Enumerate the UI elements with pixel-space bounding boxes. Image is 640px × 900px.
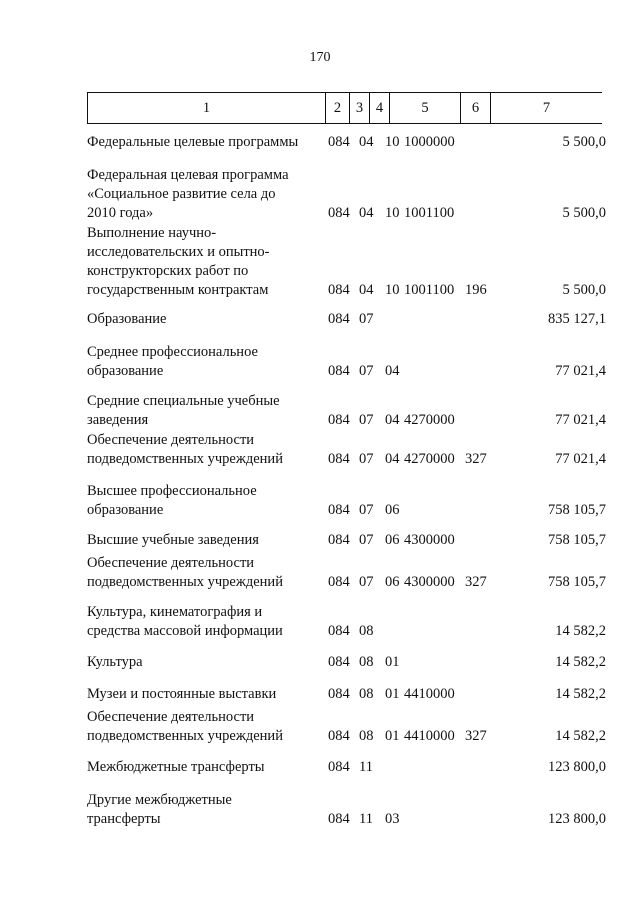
amount: 758 105,7 bbox=[548, 574, 606, 590]
row-name-line: Обеспечение деятельности bbox=[87, 555, 255, 571]
target-code: 4270000 bbox=[404, 412, 455, 428]
section-code: 04 bbox=[359, 282, 374, 298]
row-name-line: подведомственных учреждений bbox=[87, 728, 283, 744]
ministry-code: 084 bbox=[328, 134, 350, 150]
row-name bbox=[87, 708, 325, 746]
row-name-line: образование bbox=[87, 363, 164, 379]
row-name bbox=[87, 343, 325, 381]
ministry-code: 084 bbox=[328, 363, 350, 379]
header-col-6: 6 bbox=[461, 93, 491, 123]
ministry-code: 084 bbox=[328, 532, 350, 548]
section-code: 08 bbox=[359, 728, 374, 744]
section-code: 08 bbox=[359, 654, 374, 670]
amount: 5 500,0 bbox=[562, 205, 606, 221]
row-name-line: Образование bbox=[87, 311, 167, 327]
row-name bbox=[87, 531, 325, 550]
ministry-code: 084 bbox=[328, 623, 350, 639]
section-code: 04 bbox=[359, 134, 374, 150]
section-code: 04 bbox=[359, 205, 374, 221]
section-code: 07 bbox=[359, 412, 374, 428]
table-row bbox=[0, 133, 640, 152]
table-row bbox=[0, 392, 640, 430]
ministry-code: 084 bbox=[328, 686, 350, 702]
target-code: 4300000 bbox=[404, 574, 455, 590]
table-row bbox=[0, 310, 640, 329]
amount: 5 500,0 bbox=[562, 282, 606, 298]
section-code: 07 bbox=[359, 532, 374, 548]
table-row bbox=[0, 758, 640, 777]
row-name-line: Другие межбюджетные bbox=[87, 792, 232, 808]
row-name bbox=[87, 482, 325, 520]
row-name-line: Обеспечение деятельности bbox=[87, 432, 255, 448]
row-name-line: 2010 года» bbox=[87, 205, 154, 221]
subsection-code: 06 bbox=[385, 532, 400, 548]
amount: 14 582,2 bbox=[555, 623, 606, 639]
row-name bbox=[87, 758, 325, 777]
row-name bbox=[87, 685, 325, 704]
expense-kind-code: 196 bbox=[465, 282, 487, 298]
subsection-code: 01 bbox=[385, 654, 400, 670]
subsection-code: 10 bbox=[385, 134, 400, 150]
amount: 14 582,2 bbox=[555, 686, 606, 702]
section-code: 07 bbox=[359, 363, 374, 379]
amount: 758 105,7 bbox=[548, 502, 606, 518]
table-header bbox=[87, 92, 602, 124]
subsection-code: 03 bbox=[385, 811, 400, 827]
section-code: 11 bbox=[359, 811, 373, 827]
amount: 5 500,0 bbox=[562, 134, 606, 150]
amount: 14 582,2 bbox=[555, 728, 606, 744]
section-code: 11 bbox=[359, 759, 373, 775]
amount: 123 800,0 bbox=[548, 811, 606, 827]
row-name-line: Федеральная целевая программа bbox=[87, 167, 289, 183]
row-name-line: «Социальное развитие села до bbox=[87, 186, 276, 202]
page-number: 170 bbox=[309, 50, 331, 65]
ministry-code: 084 bbox=[328, 759, 350, 775]
amount: 77 021,4 bbox=[555, 412, 606, 428]
table-row bbox=[0, 166, 640, 223]
ministry-code: 084 bbox=[328, 502, 350, 518]
subsection-code: 01 bbox=[385, 686, 400, 702]
ministry-code: 084 bbox=[328, 811, 350, 827]
row-name-line: Культура, кинематография и bbox=[87, 604, 263, 620]
table-row bbox=[0, 653, 640, 672]
subsection-code: 10 bbox=[385, 205, 400, 221]
row-name-line: Средние специальные учебные bbox=[87, 393, 280, 409]
row-name-line: средства массовой информации bbox=[87, 623, 283, 639]
table-row bbox=[0, 531, 640, 550]
row-name-line: подведомственных учреждений bbox=[87, 574, 283, 590]
subsection-code: 01 bbox=[385, 728, 400, 744]
header-col-2: 2 bbox=[326, 93, 350, 123]
row-name bbox=[87, 166, 325, 223]
table-row bbox=[0, 603, 640, 641]
row-name-line: Высшие учебные заведения bbox=[87, 532, 259, 548]
table-row bbox=[0, 554, 640, 592]
amount: 835 127,1 bbox=[548, 311, 606, 327]
target-code: 1001100 bbox=[404, 282, 455, 298]
row-name-line: государственным контрактам bbox=[87, 282, 269, 298]
target-code: 4300000 bbox=[404, 532, 455, 548]
row-name-line: Межбюджетные трансферты bbox=[87, 759, 265, 775]
row-name-line: Музеи и постоянные выставки bbox=[87, 686, 277, 702]
target-code: 4410000 bbox=[404, 686, 455, 702]
expense-kind-code: 327 bbox=[465, 574, 487, 590]
amount: 758 105,7 bbox=[548, 532, 606, 548]
row-name bbox=[87, 554, 325, 592]
row-name-line: Выполнение научно- bbox=[87, 225, 217, 241]
row-name-line: Культура bbox=[87, 654, 143, 670]
ministry-code: 084 bbox=[328, 654, 350, 670]
row-name-line: исследовательских и опытно- bbox=[87, 244, 270, 260]
target-code: 4270000 bbox=[404, 451, 455, 467]
row-name bbox=[87, 653, 325, 672]
amount: 14 582,2 bbox=[555, 654, 606, 670]
header-col-1: 1 bbox=[88, 93, 326, 123]
row-name-line: образование bbox=[87, 502, 164, 518]
ministry-code: 084 bbox=[328, 205, 350, 221]
row-name-line: заведения bbox=[87, 412, 149, 428]
section-code: 08 bbox=[359, 686, 374, 702]
row-name bbox=[87, 224, 325, 300]
subsection-code: 04 bbox=[385, 412, 400, 428]
row-name bbox=[87, 392, 325, 430]
header-col-7: 7 bbox=[542, 100, 551, 116]
header-col-5: 5 bbox=[390, 93, 461, 123]
amount: 77 021,4 bbox=[555, 451, 606, 467]
table-row bbox=[0, 343, 640, 381]
header-col-3: 3 bbox=[350, 93, 370, 123]
table-row bbox=[0, 224, 640, 300]
section-code: 07 bbox=[359, 311, 374, 327]
section-code: 07 bbox=[359, 574, 374, 590]
row-name bbox=[87, 133, 325, 152]
section-code: 08 bbox=[359, 623, 374, 639]
ministry-code: 084 bbox=[328, 728, 350, 744]
row-name-line: Федеральные целевые программы bbox=[87, 134, 299, 150]
section-code: 07 bbox=[359, 451, 374, 467]
table-row bbox=[0, 685, 640, 704]
expense-kind-code: 327 bbox=[465, 728, 487, 744]
subsection-code: 04 bbox=[385, 363, 400, 379]
subsection-code: 04 bbox=[385, 451, 400, 467]
target-code: 4410000 bbox=[404, 728, 455, 744]
target-code: 1001100 bbox=[404, 205, 455, 221]
ministry-code: 084 bbox=[328, 574, 350, 590]
row-name-line: Высшее профессиональное bbox=[87, 483, 257, 499]
row-name-line: подведомственных учреждений bbox=[87, 451, 283, 467]
row-name bbox=[87, 431, 325, 469]
subsection-code: 06 bbox=[385, 502, 400, 518]
amount: 123 800,0 bbox=[548, 759, 606, 775]
row-name-line: Обеспечение деятельности bbox=[87, 709, 255, 725]
target-code: 1000000 bbox=[404, 134, 455, 150]
ministry-code: 084 bbox=[328, 282, 350, 298]
row-name bbox=[87, 791, 325, 829]
table-row bbox=[0, 791, 640, 829]
subsection-code: 06 bbox=[385, 574, 400, 590]
row-name-line: Среднее профессиональное bbox=[87, 344, 258, 360]
table-row bbox=[0, 431, 640, 469]
ministry-code: 084 bbox=[328, 451, 350, 467]
ministry-code: 084 bbox=[328, 311, 350, 327]
header-col-4: 4 bbox=[370, 93, 390, 123]
ministry-code: 084 bbox=[328, 412, 350, 428]
table-row bbox=[0, 708, 640, 746]
expense-kind-code: 327 bbox=[465, 451, 487, 467]
row-name-line: конструкторских работ по bbox=[87, 263, 249, 279]
row-name-line: трансферты bbox=[87, 811, 161, 827]
row-name bbox=[87, 603, 325, 641]
subsection-code: 10 bbox=[385, 282, 400, 298]
amount: 77 021,4 bbox=[555, 363, 606, 379]
section-code: 07 bbox=[359, 502, 374, 518]
table-row bbox=[0, 482, 640, 520]
row-name bbox=[87, 310, 325, 329]
